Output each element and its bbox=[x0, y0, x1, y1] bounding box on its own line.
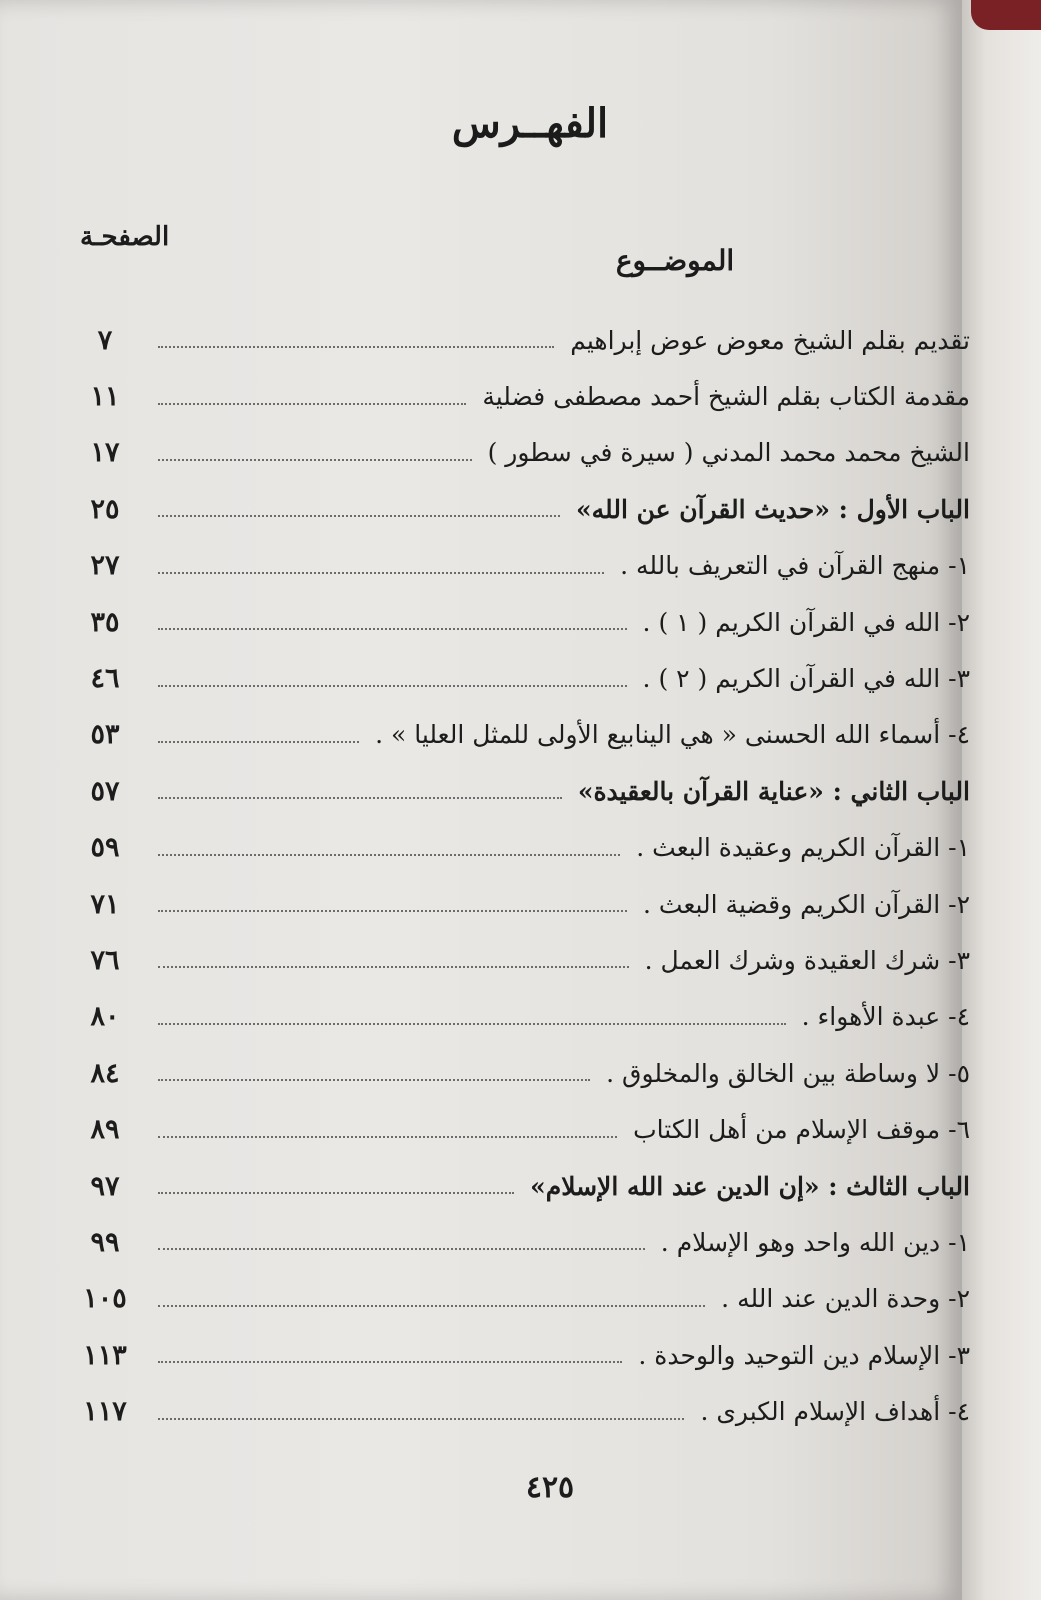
dotted-leader bbox=[158, 854, 620, 856]
toc-entry bbox=[70, 1383, 970, 1439]
toc-entry-label: ٢- القرآن الكريم وقضية البعث . bbox=[643, 889, 970, 919]
topic-column-header: الموضــوع bbox=[615, 244, 735, 277]
toc-entry-page: ٨٠ bbox=[90, 1001, 120, 1033]
toc-entry-page: ٢٧ bbox=[90, 550, 120, 582]
toc-entry-page: ١١ bbox=[90, 381, 120, 413]
toc-entry-page: ٨٩ bbox=[90, 1114, 120, 1146]
toc-entry-label: ١- منهج القرآن في التعريف بالله . bbox=[620, 551, 970, 581]
toc-entry-page: ٩٧ bbox=[90, 1170, 120, 1202]
toc-entry-label: ٢- وحدة الدين عند الله . bbox=[721, 1284, 970, 1314]
toc-entry-page: ١٠٥ bbox=[83, 1283, 127, 1315]
toc-entry bbox=[70, 932, 970, 988]
page-number: ٤٢٥ bbox=[525, 1470, 575, 1505]
toc-entry bbox=[70, 989, 970, 1045]
dotted-leader bbox=[158, 572, 604, 574]
toc-entry-page: ٥٩ bbox=[90, 832, 120, 864]
toc-entry-page: ١١٣ bbox=[83, 1339, 127, 1371]
toc-entry-page: ٧٦ bbox=[90, 944, 120, 976]
toc-entry bbox=[70, 481, 970, 537]
toc-entry bbox=[70, 312, 970, 368]
dotted-leader bbox=[158, 459, 472, 461]
dotted-leader bbox=[158, 1079, 590, 1081]
dotted-leader bbox=[158, 1023, 786, 1025]
dotted-leader bbox=[158, 910, 627, 912]
toc-entry-page: ٨٤ bbox=[90, 1057, 120, 1089]
toc-entry bbox=[70, 594, 970, 650]
dotted-leader bbox=[158, 741, 359, 743]
dotted-leader bbox=[158, 797, 562, 799]
toc-entry-label: ٦- موقف الإسلام من أهل الكتاب bbox=[633, 1115, 970, 1145]
toc-entry bbox=[70, 1327, 970, 1383]
toc-entry-page: ٤٦ bbox=[90, 663, 120, 695]
table-of-contents bbox=[70, 312, 970, 1440]
dotted-leader bbox=[158, 1192, 514, 1194]
toc-entry bbox=[70, 820, 970, 876]
toc-entry-page: ٣٥ bbox=[90, 606, 120, 638]
dotted-leader bbox=[158, 1248, 645, 1250]
toc-entry-label: ٤- عبدة الأهواء . bbox=[801, 1002, 970, 1032]
dotted-leader bbox=[158, 685, 627, 687]
toc-entry bbox=[70, 1271, 970, 1327]
toc-entry bbox=[70, 538, 970, 594]
toc-entry-page: ٥٣ bbox=[90, 719, 120, 751]
page-title: الفهــرس bbox=[451, 100, 609, 147]
toc-entry-label: ٢- الله في القرآن الكريم ( ١ ) . bbox=[642, 607, 970, 637]
toc-entry-page: ٩٩ bbox=[90, 1226, 120, 1258]
toc-entry-label: ١- القرآن الكريم وعقيدة البعث . bbox=[636, 833, 970, 863]
toc-entry-page: ١١٧ bbox=[83, 1396, 127, 1428]
toc-entry-label: ٣- الله في القرآن الكريم ( ٢ ) . bbox=[642, 664, 970, 694]
toc-entry-page: ٧ bbox=[97, 324, 113, 356]
toc-entry-page: ٢٥ bbox=[90, 493, 120, 525]
toc-entry-label: الباب الثاني : «عناية القرآن بالعقيدة» bbox=[577, 776, 970, 806]
toc-entry-page: ٧١ bbox=[90, 888, 120, 920]
toc-entry-label: الباب الأول : «حديث القرآن عن الله» bbox=[576, 494, 970, 524]
dotted-leader bbox=[158, 966, 629, 968]
toc-entry bbox=[70, 650, 970, 706]
toc-entry bbox=[70, 876, 970, 932]
toc-entry-page: ١٧ bbox=[90, 437, 120, 469]
toc-entry-label: ٣- شرك العقيدة وشرك العمل . bbox=[644, 945, 970, 975]
toc-entry-label: الباب الثالث : «إن الدين عند الله الإسلام» bbox=[530, 1171, 970, 1201]
page-column-header: الصفحـة bbox=[80, 222, 170, 252]
dotted-leader bbox=[158, 1418, 684, 1420]
dotted-leader bbox=[158, 1305, 705, 1307]
toc-entry bbox=[70, 1214, 970, 1270]
dotted-leader bbox=[158, 1361, 622, 1363]
toc-entry bbox=[70, 368, 970, 424]
toc-entry-label: الشيخ محمد محمد المدني ( سيرة في سطور ) bbox=[487, 438, 970, 468]
toc-entry-label: ١- دين الله واحد وهو الإسلام . bbox=[660, 1227, 970, 1257]
toc-entry-label: ٣- الإسلام دين التوحيد والوحدة . bbox=[638, 1340, 970, 1370]
toc-entry bbox=[70, 425, 970, 481]
page-edge bbox=[962, 0, 1041, 1600]
dotted-leader bbox=[158, 515, 560, 517]
toc-entry bbox=[70, 1045, 970, 1101]
toc-entry-page: ٥٧ bbox=[90, 775, 120, 807]
cover-corner bbox=[971, 0, 1041, 30]
dotted-leader bbox=[158, 628, 627, 630]
toc-entry-label: تقديم بقلم الشيخ معوض عوض إبراهيم bbox=[570, 325, 970, 355]
dotted-leader bbox=[158, 1136, 617, 1138]
toc-entry-label: ٤- أسماء الله الحسنى « هي الينابيع الأولى للمثل العليا » . bbox=[375, 720, 970, 750]
toc-entry bbox=[70, 1158, 970, 1214]
dotted-leader bbox=[158, 403, 466, 405]
toc-entry bbox=[70, 707, 970, 763]
toc-entry bbox=[70, 1101, 970, 1157]
toc-entry-label: مقدمة الكتاب بقلم الشيخ أحمد مصطفى فضلية bbox=[482, 382, 970, 412]
toc-entry-label: ٥- لا وساطة بين الخالق والمخلوق . bbox=[606, 1058, 970, 1088]
dotted-leader bbox=[158, 346, 554, 348]
toc-entry bbox=[70, 763, 970, 819]
toc-entry-label: ٤- أهداف الإسلام الكبرى . bbox=[700, 1397, 970, 1427]
